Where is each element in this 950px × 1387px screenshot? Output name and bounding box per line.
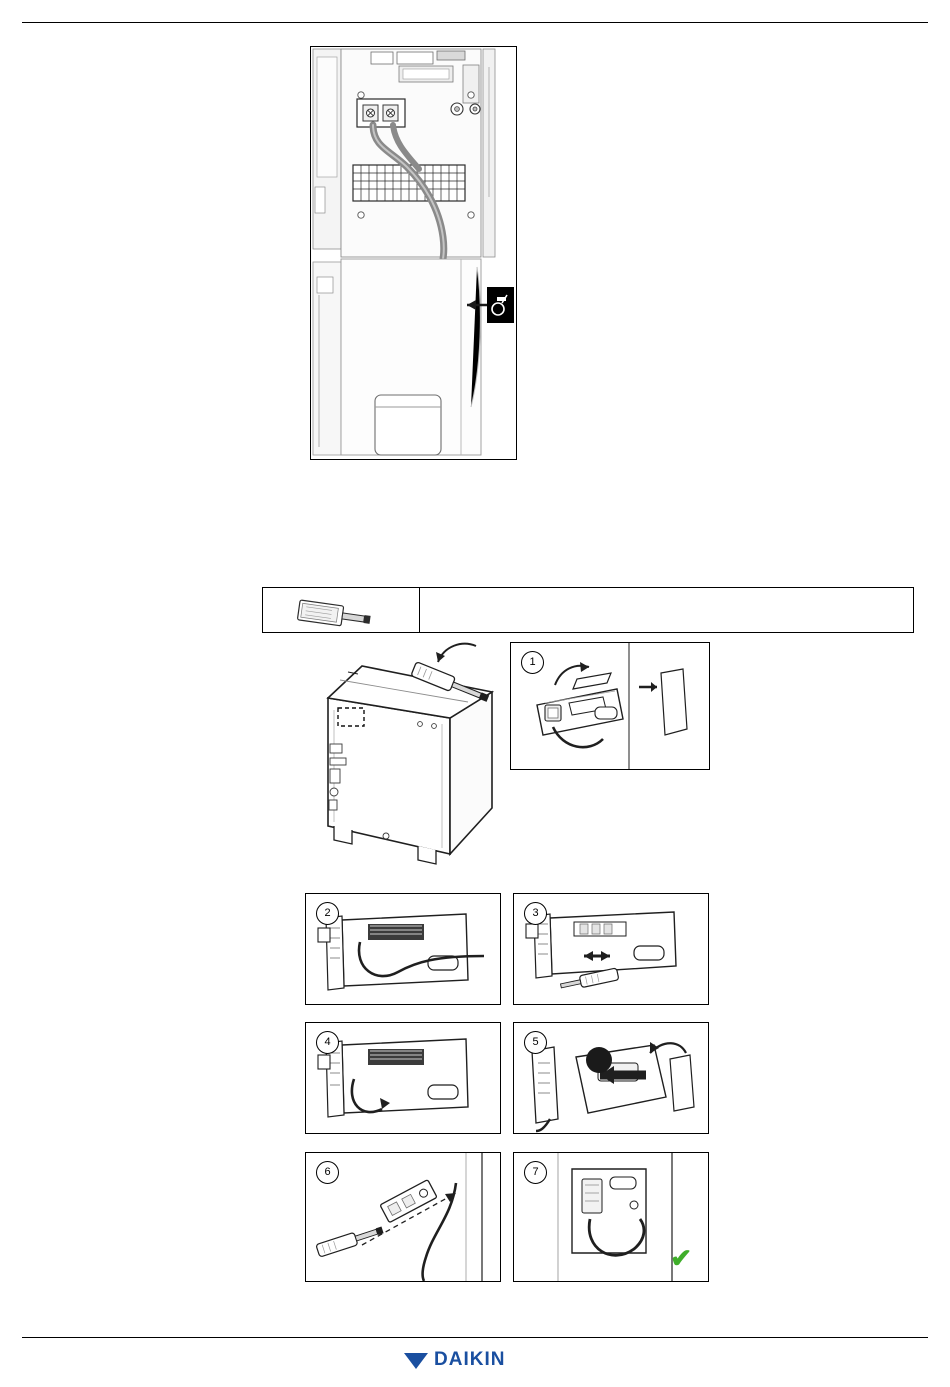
step-panel-3 [513,893,709,1005]
tool-description-cell [420,588,913,632]
step-number-3: 3 [524,902,547,925]
wiring-diagram-figure [310,46,517,460]
step-number-7: 7 [524,1161,547,1184]
status-check-icon: ✔ [670,1243,692,1273]
daikin-logo [404,1347,544,1373]
tool-requirement-table [262,587,914,633]
step-panel-4 [305,1022,501,1134]
step-panel-6 [305,1152,501,1282]
step-number-5: 5 [524,1031,547,1054]
step-number-4: 4 [316,1031,339,1054]
step-panel-1 [510,642,710,770]
footer-rule [22,1337,928,1338]
header-rule [22,22,928,23]
step-number-6: 6 [316,1161,339,1184]
flat-screwdriver-icon [263,588,420,632]
screwdriver-icon [410,640,530,710]
step-number-2: 2 [316,902,339,925]
step-panel-2 [305,893,501,1005]
daikin-logo-mark [404,1351,430,1370]
daikin-logo-text: DAIKIN [434,1349,506,1370]
step-panel-5 [513,1022,709,1134]
black-dot-marker [586,1047,612,1073]
step-panel-7 [513,1152,709,1282]
step-number-1: 1 [521,651,544,674]
